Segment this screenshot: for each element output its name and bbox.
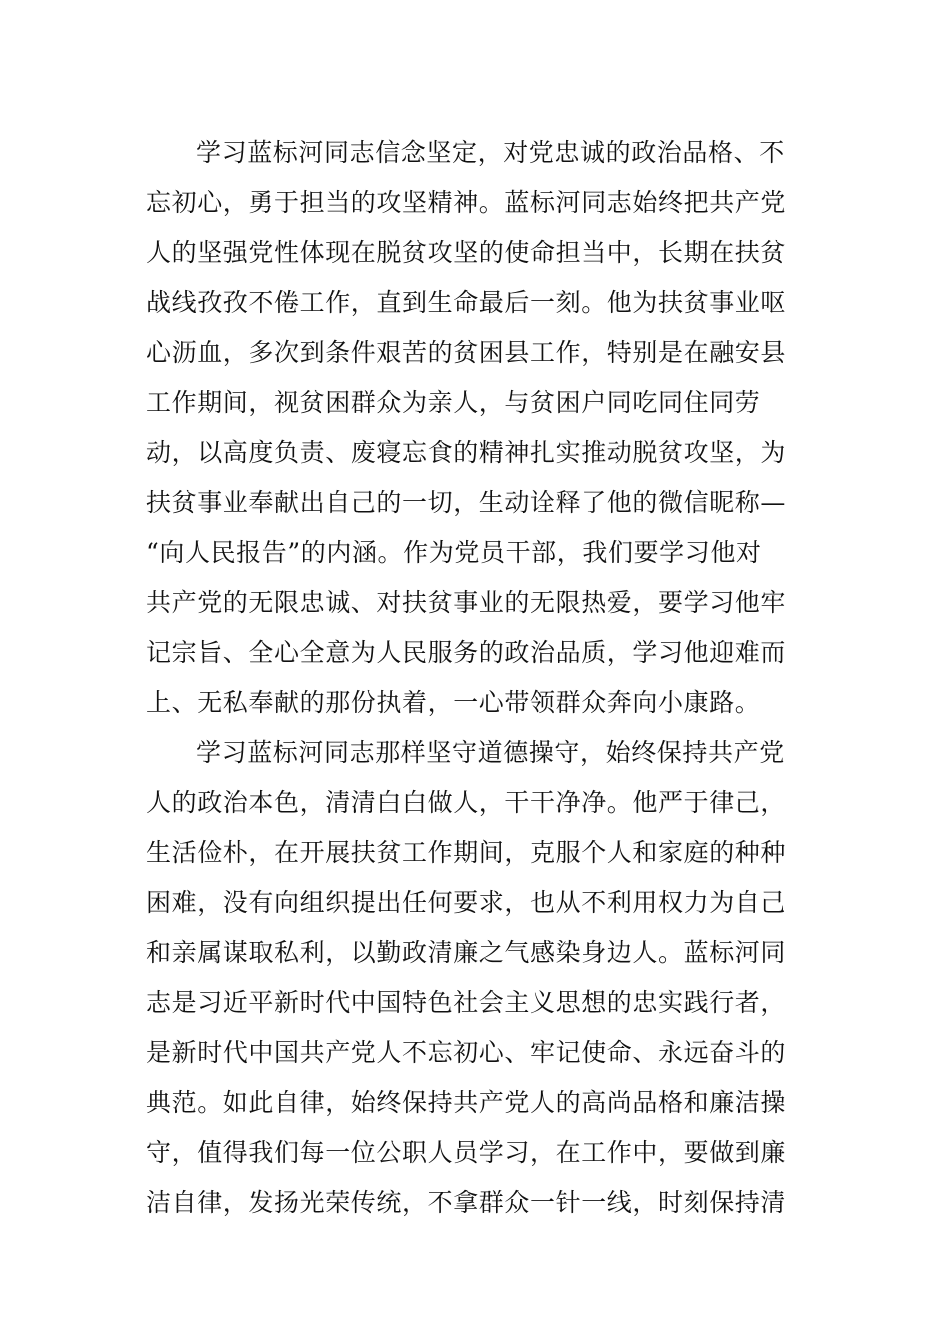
text-line: 记宗旨、全心全意为人民服务的政治品质，学习他迎难而 [146,638,787,667]
text-line: 生活俭朴，在开展扶贫工作期间，克服个人和家庭的种种 [146,838,787,867]
text-line: 洁自律，发扬光荣传统，不拿群众一针一线，时刻保持清 [146,1188,787,1217]
text-line: 志是习近平新时代中国特色社会主义思想的忠实践行者， [146,988,787,1017]
paragraph-2 [146,728,786,1228]
text-line: 上、无私奉献的那份执着，一心带领群众奔向小康路。 [146,688,761,717]
text-line: 困难，没有向组织提出任何要求，也从不利用权力为自己 [146,888,787,917]
text-line: “向人民报告”的内涵。作为党员干部，我们要学习他对 [146,538,762,567]
text-line: 工作期间，视贫困群众为亲人，与贫困户同吃同住同劳 [146,388,761,417]
text-line: 学习蓝标河同志信念坚定，对党忠诚的政治品格、不 [196,138,785,167]
text-line: 典范。如此自律，始终保持共产党人的高尚品格和廉洁操 [146,1088,787,1117]
text-line: 人的政治本色，清清白白做人，干干净净。他严于律己， [146,788,787,817]
paragraph-1 [146,128,786,728]
text-line: 共产党的无限忠诚、对扶贫事业的无限热爱，要学习他牢 [146,588,787,617]
text-line: 动，以高度负责、废寝忘食的精神扎实推动脱贫攻坚，为 [146,438,787,467]
text-line: 扶贫事业奉献出自己的一切，生动诠释了他的微信昵称— [146,488,787,517]
document-body [146,128,786,1228]
text-line: 守，值得我们每一位公职人员学习，在工作中，要做到廉 [146,1138,787,1167]
text-line: 战线孜孜不倦工作，直到生命最后一刻。他为扶贫事业呕 [146,288,787,317]
text-line: 是新时代中国共产党人不忘初心、牢记使命、永远奋斗的 [146,1038,787,1067]
text-line: 心沥血，多次到条件艰苦的贫困县工作，特别是在融安县 [146,338,787,367]
text-line: 学习蓝标河同志那样坚守道德操守，始终保持共产党 [196,738,785,767]
text-line: 忘初心，勇于担当的攻坚精神。蓝标河同志始终把共产党 [146,188,787,217]
text-line: 人的坚强党性体现在脱贫攻坚的使命担当中，长期在扶贫 [146,238,787,267]
text-line: 和亲属谋取私利，以勤政清廉之气感染身边人。蓝标河同 [146,938,787,967]
